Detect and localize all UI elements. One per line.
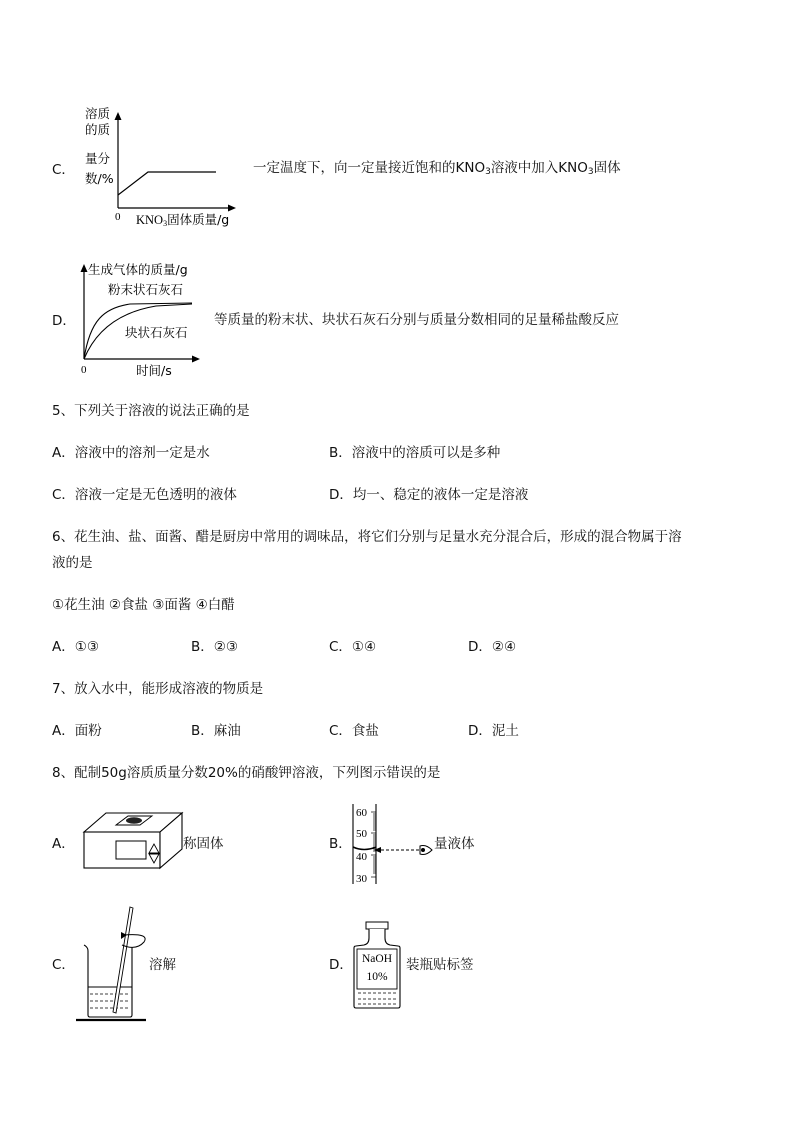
label-concentration: 10% [366,971,388,983]
beaker-illustration [72,905,152,1025]
solid-sample-icon [126,817,142,823]
graph-c-xlabel: KNO3固体质量/g [136,212,230,228]
q6-option-c[interactable]: C．①④ [329,639,377,655]
graph-d-y-arrow [81,264,88,272]
q7-option-c[interactable]: C．食盐 [329,723,379,739]
graph-c-ylabel-3: 量分 [85,151,111,166]
q8-option-b-caption: 量液体 [434,836,475,852]
graph-c-y-arrow [115,112,122,120]
graph-c-ylabel-1: 溶质 [85,106,111,121]
tick-label-60: 60 [356,807,367,819]
q6-stem-line1: 6、花生油、盐、面酱、醋是厨房中常用的调味品，将它们分别与足量水充分混合后，形成的混合物属于溶 [52,529,682,545]
graduated-cylinder-illustration [348,802,440,886]
tick-label-30: 30 [356,873,367,885]
graph-c-curve [118,172,216,195]
q6-option-a[interactable]: A．①③ [52,639,99,655]
graph-d-ylabel: 生成气体的质量/g [88,262,188,277]
q7-option-a[interactable]: A．面粉 [52,723,102,739]
q5-stem: 5、下列关于溶液的说法正确的是 [52,403,250,419]
label-reagent-name: NaOH [361,953,393,965]
tick-label-40: 40 [356,851,367,863]
q5-option-d[interactable]: D．均一、稳定的液体一定是溶液 [329,487,529,503]
q8-option-c-caption: 溶解 [149,957,176,973]
tick-label-50: 50 [356,828,367,840]
eye-pupil-icon [421,848,425,852]
option-d-description: 等质量的粉末状、块状石灰石分别与质量分数相同的足量稀盐酸反应 [214,312,619,328]
q6-option-d[interactable]: D．②④ [468,639,517,655]
q5-option-c[interactable]: C．溶液一定是无色透明的液体 [52,487,237,503]
q6-stem-line2: 液的是 [52,555,93,571]
q8-option-a-letter[interactable]: A． [52,836,75,852]
balance-display [116,841,146,859]
q5-option-b[interactable]: B．溶液中的溶质可以是多种 [329,445,501,461]
graph-d-origin: 0 [81,364,87,376]
graph-d-xlabel: 时间/s [136,363,172,378]
cylinder-scale-ticks [371,812,376,877]
option-c-description: 一定温度下，向一定量接近饱和的$KNO_3$溶液中加入$KNO_3$固体 [253,160,621,177]
liquid-meniscus [353,847,376,850]
graph-c-ylabel-2: 的质 [85,122,111,137]
q5-option-a[interactable]: A．溶液中的溶剂一定是水 [52,445,210,461]
q8-option-c-letter[interactable]: C． [52,957,75,973]
reagent-bottle-illustration [350,918,406,1012]
liquid-dashes [90,994,130,1008]
q6-option-b[interactable]: B．②③ [191,639,238,655]
option-c-letter: C． [52,162,75,178]
solute-fraction-graph [78,104,248,230]
gas-mass-graph [70,258,210,380]
q8-option-d-letter[interactable]: D． [329,957,353,973]
graph-c-origin: 0 [115,211,121,223]
option-d-letter: D． [52,313,76,329]
graph-c-ylabel-4: 数/% [85,171,114,186]
block-curve-label: 块状石灰石 [125,325,188,340]
powder-curve-label: 粉末状石灰石 [108,282,184,297]
glass-rod [113,907,133,1013]
q8-stem: 8、配制50g溶质质量分数20%的硝酸钾溶液，下列图示错误的是 [52,765,441,781]
q7-option-d[interactable]: D．泥土 [468,723,519,739]
q7-stem: 7、放入水中，能形成溶液的物质是 [52,681,264,697]
balance-illustration [82,810,184,878]
graph-d-x-arrow [192,356,200,363]
q8-option-b-letter[interactable]: B． [329,836,352,852]
q6-items: ①花生油 ②食盐 ③面酱 ④白醋 [52,597,235,613]
q8-option-a-caption: 称固体 [183,836,224,852]
q8-option-d-caption: 装瓶贴标签 [406,957,474,973]
graph-c-x-arrow [228,205,236,212]
q7-option-b[interactable]: B．麻油 [191,723,241,739]
bottle-stopper [366,922,388,929]
